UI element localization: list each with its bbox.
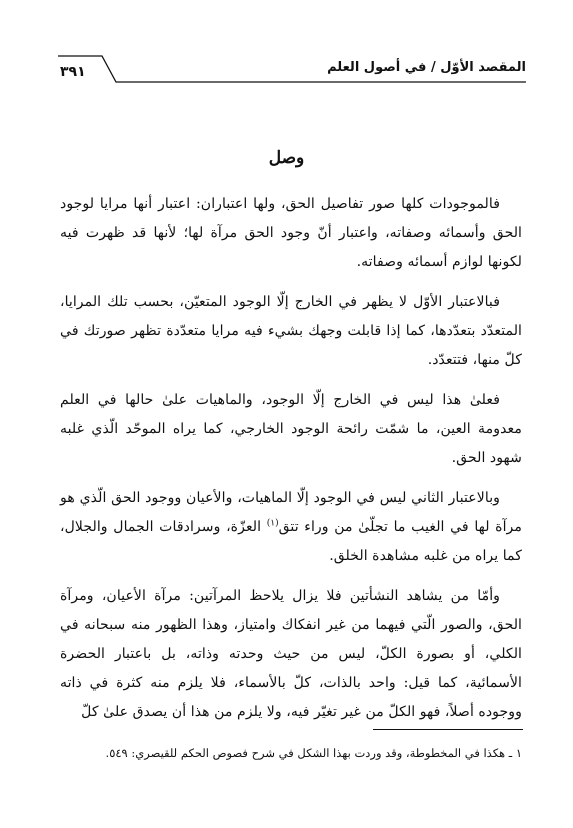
paragraph-2: فبالاعتبار الأوّل لا يظهر في الخارج إلّا الوجود المتعيّن، بحسب تلك المرايا، المتعدّد بتعدّدها، كما إذا قابلت وجهك بشيء فيه مرايا متعدّدة تظهر صورتك في كلّ منها، فتتعدّد. [60, 294, 522, 368]
page-header [58, 54, 526, 84]
footnote-reference[interactable]: (١) [266, 518, 279, 529]
footnote-divider [373, 729, 523, 730]
paragraph-5: وأمّا من يشاهد النشأتين فلا يزال يلاحظ المرآتين: مرآة الأعيان، ومرآة الحق، والصور الّتي فيهما من غير انفكاك وامتياز، وهذا الظهور منه سبحانه في الكلي، أو بصورة الكلّ، ليس من حيث وحدته وذاته، بل باعتبار الحضرة الأسمائية، كما قيل: واحد بالذات، كلّ بالأسماء، فلا يلزم منه كثرة في ذاته ووجوده أصلاً، فهو الكلّ من غير تغيّر فيه، ولا يلزم من هذا أن يصدق علىٰ كلّ [60, 588, 522, 720]
body-text [60, 190, 522, 738]
paragraph-4-text-b: العزّة، وسرادقات الجمال والجلال، كما يراه من غلبه مشاهدة الخلق. [60, 519, 522, 564]
paragraph-3: فعلىٰ هذا ليس في الخارج إلّا الوجود، والماهيات علىٰ حالها في العلم معدومة العين، ما شمّت رائحة الوجود الخارجي، كما يراه الموحّد الّذي غلبه شهود الحق. [60, 392, 522, 466]
paragraph-4-text-a: وبالاعتبار الثاني ليس في الوجود إلّا الماهيات، والأعيان ووجود الحق الّذي هو مرآة لها في الغيب ما تجلّىٰ من وراء تتق [60, 490, 522, 535]
running-title: المقصد الأوّل / في أصول العلم [327, 60, 526, 75]
section-title: وصل [268, 148, 305, 168]
paragraph-4 [60, 484, 522, 571]
footnote: ١ ـ هكذا في المخطوطة، وقد وردت بهذا الشكل في شرح فصوص الحكم للقيصري: ٥٤٩. [105, 746, 522, 760]
page-number: ٣٩١ [60, 64, 86, 80]
paragraph-1: فالموجودات كلها صور تفاصيل الحق، ولها اعتباران: اعتبار أنها مرايا لوجود الحق وأسمائه وصفاته، واعتبار أنّ وجود الحق مرآة لها؛ لأنها قد ظهرت فيه لكونها لوازم أسمائه وصفاته. [60, 196, 522, 270]
